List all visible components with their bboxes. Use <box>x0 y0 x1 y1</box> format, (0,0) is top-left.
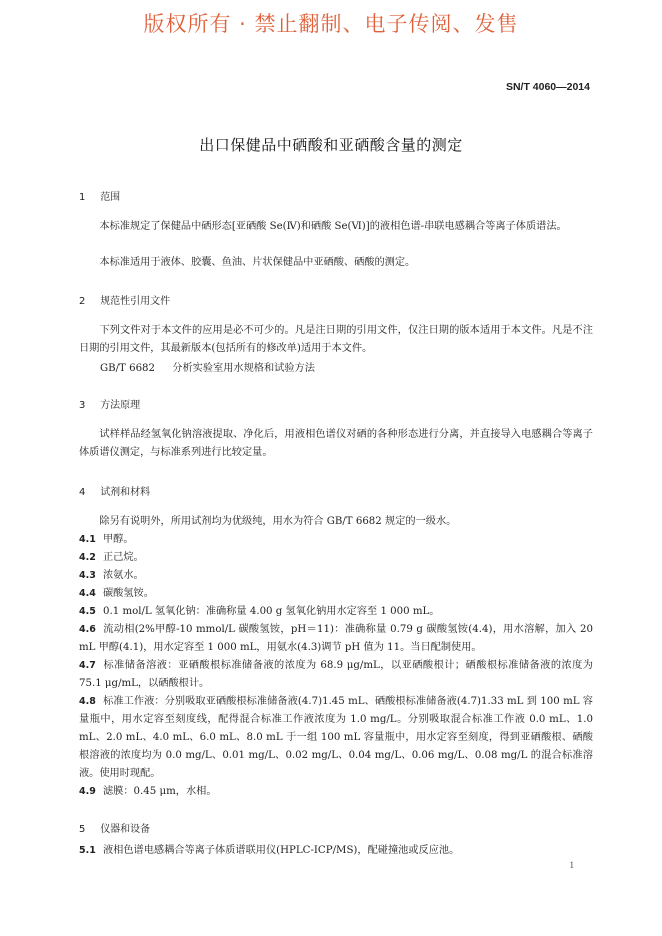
item-text: 碳酸氢铵。 <box>103 588 154 599</box>
reagent-item <box>79 657 593 693</box>
section-heading-principle <box>79 396 140 411</box>
section-heading-reagents <box>79 483 150 498</box>
section-title: 方法原理 <box>100 400 141 411</box>
section-number: 2 <box>79 296 86 307</box>
item-text: 流动相(2%甲醇-10 mmol/L 碳酸氢铵，pH＝11)：准确称量 0.79 g 碳酸氢铵(4.4)，用水溶解，加入 20 mL 甲醇(4.1)，用水定容至 1 000 mL，用氨水(4.3)调节 pH 值为 11。当日配制使用。 <box>79 624 593 653</box>
section-number: 5 <box>79 824 86 835</box>
item-number: 4.6 <box>79 624 96 635</box>
reference-title: 分析实验室用水规格和试验方法 <box>172 363 315 374</box>
standard-id: SN/T 4060—2014 <box>505 81 590 93</box>
section-heading-equipment <box>79 820 150 835</box>
item-text: 滤膜：0.45 μm，水相。 <box>103 786 217 797</box>
equipment-item <box>79 842 593 860</box>
item-number: 4.2 <box>79 552 96 563</box>
item-number: 4.1 <box>79 534 96 545</box>
section-title: 范围 <box>100 192 121 203</box>
item-number: 4.9 <box>79 786 96 797</box>
item-number: 4.8 <box>79 696 96 707</box>
section-number: 4 <box>79 487 86 498</box>
item-number: 4.5 <box>79 606 96 617</box>
references-paragraph: 下列文件对于本文件的应用是必不可少的。凡是注日期的引用文件，仅注日期的版本适用于本文件。凡是不注日期的引用文件，其最新版本(包括所有的修改单)适用于本文件。 <box>79 325 593 354</box>
principle-paragraph: 试样样品经氢氧化钠溶液提取、净化后，用液相色谱仪对硒的各种形态进行分离，并直接导入电感耦合等离子体质谱仪测定，与标准系列进行比较定量。 <box>79 429 593 458</box>
item-text: 浓氨水。 <box>103 570 144 581</box>
item-number: 5.1 <box>79 845 96 856</box>
item-text: 液相色谱电感耦合等离子体质谱联用仪(HPLC-ICP/MS)，配碰撞池或反应池。 <box>103 845 460 856</box>
item-text: 正己烷。 <box>103 552 144 563</box>
item-text: 标准储备溶液：亚硒酸根标准储备液的浓度为 68.9 μg/mL，以亚硒酸根计；硒酸根标准储备液的浓度为 75.1 μg/mL，以硒酸根计。 <box>79 660 593 689</box>
reagent-item <box>79 693 593 783</box>
section-number: 1 <box>79 192 86 203</box>
item-text: 甲醇。 <box>103 534 134 545</box>
reference-code: GB/T 6682 <box>100 363 156 374</box>
reagent-item <box>79 567 593 585</box>
item-number: 4.4 <box>79 588 96 599</box>
reagent-item <box>79 621 593 657</box>
watermark-banner: 版权所有 · 禁止翻制、电子传阅、发售 <box>143 12 519 36</box>
item-text: 标准工作液：分别吸取亚硒酸根标准储备液(4.7)1.45 mL、硒酸根标准储备液(4.7)1.33 mL 到 100 mL 容量瓶中，用水定容至刻度线，配得混合标准工作液浓度为 1.0 mg/L。分别吸取混合标准工作液 0.0 mL、1.0 mL、2.0 mL、4.0 mL、6.0 mL、8.0 mL 于一组 100 mL 容量瓶中，用水定容至刻度，得到亚硒酸根、硒酸根溶液的浓度均为 0.0 mg/L、0.01 mg/L、0.02 mg/L、0.04 mg/L、0.06 mg/L、0.08 mg/L 的混合标准溶液。使用时现配。 <box>79 696 593 779</box>
item-number: 4.7 <box>79 660 96 671</box>
section-title: 规范性引用文件 <box>100 296 171 307</box>
section-number: 3 <box>79 400 86 411</box>
section-heading-references <box>79 292 170 307</box>
reagent-item <box>79 585 593 603</box>
reagent-item <box>79 531 593 549</box>
reagent-item <box>79 603 593 621</box>
section-heading-scope <box>79 188 120 203</box>
section-title: 试剂和材料 <box>100 487 151 498</box>
reference-entry <box>100 359 315 374</box>
section-title: 仪器和设备 <box>100 824 151 835</box>
document-title: 出口保健品中硒酸和亚硒酸含量的测定 <box>199 136 463 154</box>
item-number: 4.3 <box>79 570 96 581</box>
reagents-intro: 除另有说明外，所用试剂均为优级纯，用水为符合 GB/T 6682 规定的一级水。 <box>99 516 457 527</box>
item-text: 0.1 mol/L 氢氧化钠：准确称量 4.00 g 氢氧化钠用水定容至 1 000 mL。 <box>103 606 440 617</box>
reagent-item <box>79 549 593 567</box>
scope-paragraph-2: 本标准适用于液体、胶囊、鱼油、片状保健品中亚硒酸、硒酸的测定。 <box>99 257 416 268</box>
scope-paragraph-1: 本标准规定了保健品中硒形态[亚硒酸 Se(Ⅳ)和硒酸 Se(Ⅵ)]的液相色谱-串联电感耦合等离子体质谱法。 <box>99 221 567 232</box>
page-number: 1 <box>569 860 574 870</box>
reagent-item <box>79 783 593 801</box>
